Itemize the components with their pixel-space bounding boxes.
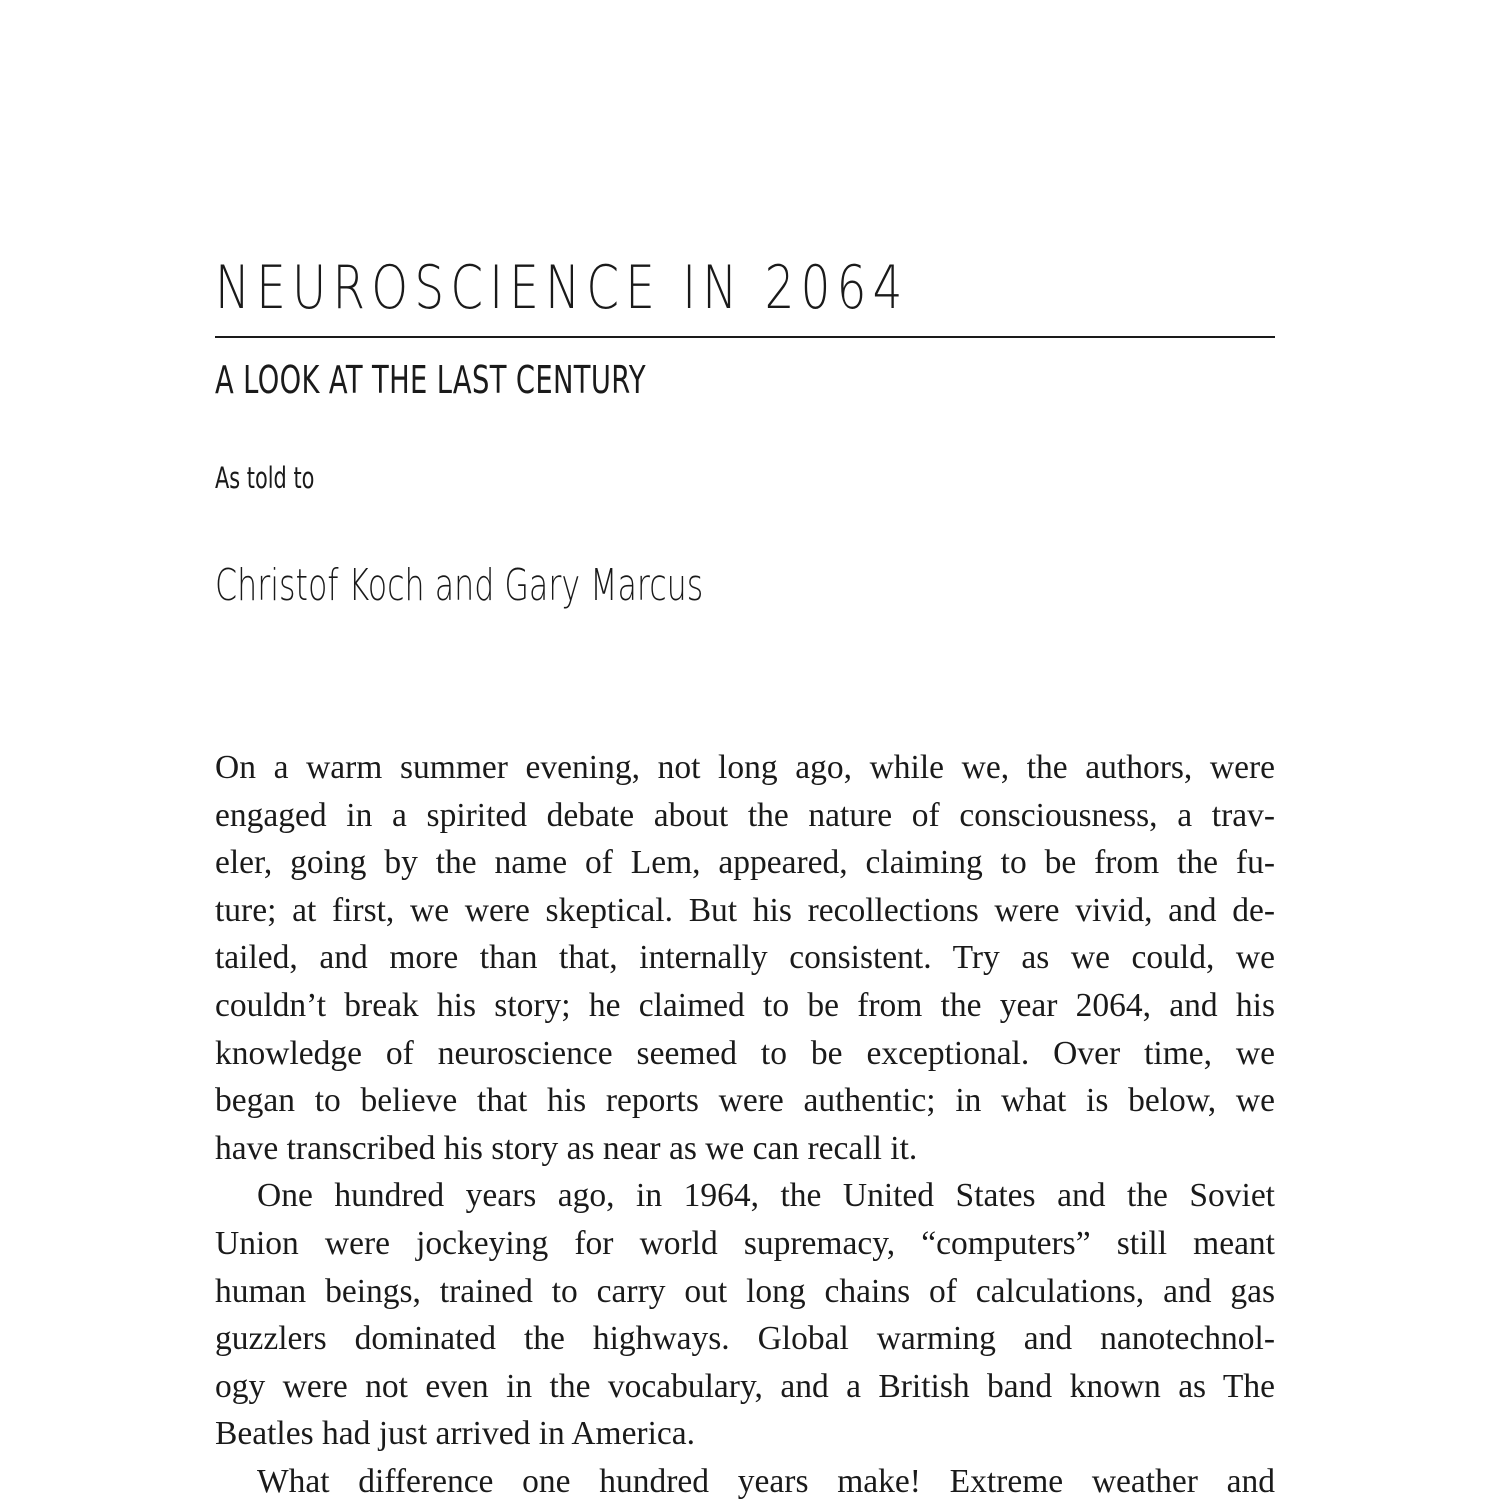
- text-line: What difference one hundred years make! Extreme weather and: [257, 1462, 1275, 1500]
- text-line: couldn’t break his story; he claimed to be from the year 2064, and his: [215, 986, 1275, 1024]
- text-line: tailed, and more than that, internally consistent. Try as we could, we: [215, 939, 1275, 977]
- paragraph-1: [215, 744, 1275, 1172]
- text-line: began to believe that his reports were authentic; in what is below, we: [215, 1082, 1275, 1120]
- text-line: human beings, trained to carry out long chains of calculations, and gas: [215, 1272, 1275, 1310]
- text-line: have transcribed his story as near as we can recall it.: [215, 1129, 918, 1167]
- text-line: On a warm summer evening, not long ago, while we, the authors, were: [215, 749, 1275, 786]
- text-line: knowledge of neuroscience seemed to be exceptional. Over time, we: [215, 1034, 1275, 1072]
- paragraph-2: [215, 1172, 1275, 1458]
- text-line: Union were jockeying for world supremacy, “computers” still meant: [215, 1224, 1275, 1262]
- chapter-authors: Christof Koch and Gary Marcus: [215, 560, 704, 611]
- body-text: [215, 744, 1275, 1500]
- book-page: [215, 0, 1275, 1500]
- text-line: eler, going by the name of Lem, appeared, claiming to be from the fu-: [215, 844, 1275, 882]
- text-line: guzzlers dominated the highways. Global warming and nanotechnol-: [215, 1320, 1275, 1358]
- text-line: engaged in a spirited debate about the nature of consciousness, a trav-: [215, 796, 1275, 834]
- as-told-to-label: As told to: [215, 461, 315, 495]
- chapter-title: NEUROSCIENCE IN 2064: [215, 253, 909, 323]
- paragraph-3: [215, 1458, 1275, 1500]
- title-rule: [215, 336, 1275, 338]
- text-line: ogy were not even in the vocabulary, and a British band known as The: [215, 1367, 1275, 1405]
- text-line: ture; at first, we were skeptical. But his recollections were vivid, and de-: [215, 891, 1275, 929]
- chapter-subtitle: A LOOK AT THE LAST CENTURY: [215, 358, 646, 402]
- text-line: Beatles had just arrived in America.: [215, 1415, 696, 1453]
- text-line: One hundred years ago, in 1964, the United States and the Soviet: [257, 1177, 1275, 1215]
